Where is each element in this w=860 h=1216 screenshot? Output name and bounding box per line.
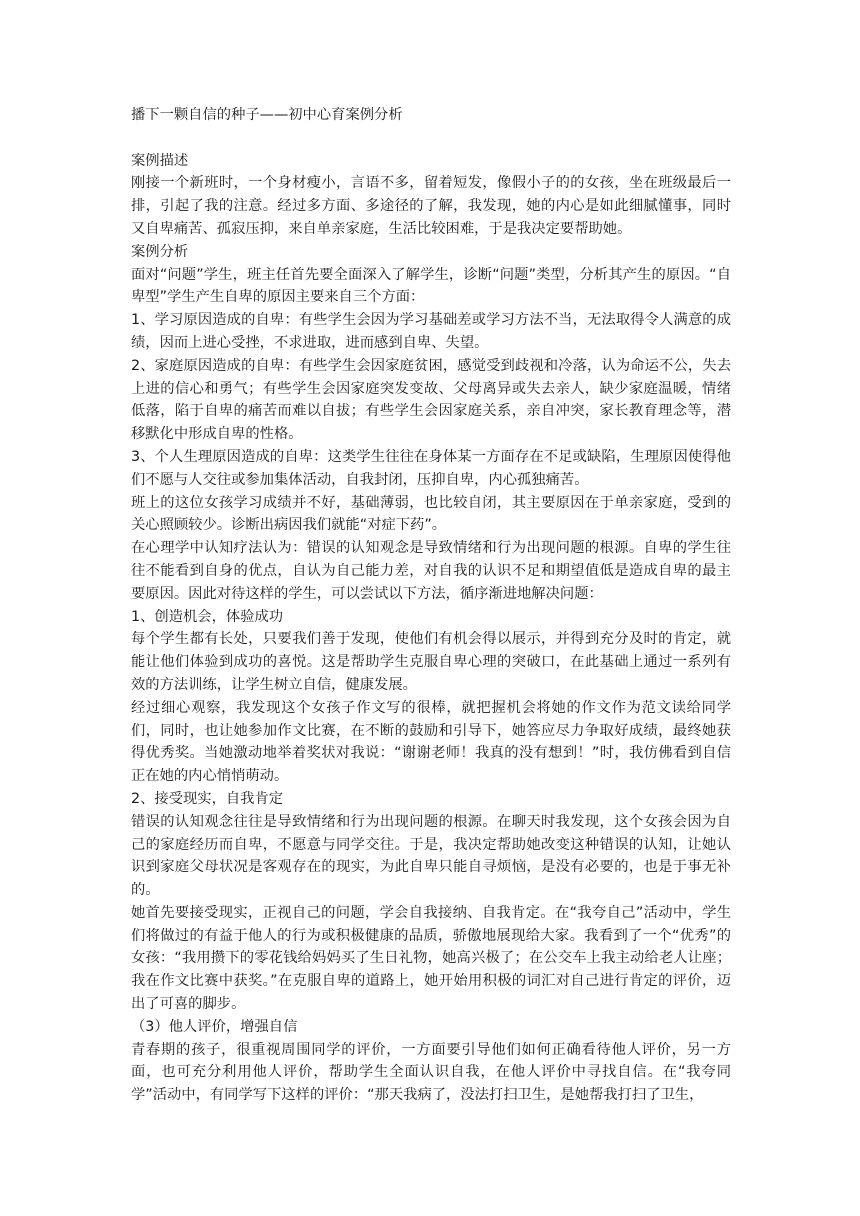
paragraph: 每个学生都有长处，只要我们善于发现，使他们有机会得以展示，并得到充分及时的肯定，就能让他们体验到成功的喜悦。这是帮助学生克服自卑心理的突破口，在此基础上通过一系列有效的方法训练，让学生树立自信，健康发展。	[131, 631, 731, 693]
subheading: 1、创造机会，体验成功	[131, 608, 284, 625]
paragraph: 刚接一个新班时，一个身材瘦小，言语不多，留着短发，像假小子的的女孩，坐在班级最后一排，引起了我的注意。经过多方面、多途径的了解，我发现，她的内心是如此细腻懂事，同时又自卑痛苦、孤寂压抑，来自单亲家庭，生活比较困难，于是我决定要帮助她。	[131, 175, 731, 237]
paragraph: 经过细心观察，我发现这个女孩子作文写的很棒，就把握机会将她的作文作为范文读给同学们，同时，也让她参加作文比赛，在不断的鼓励和引导下，她答应尽力争取好成绩，最终她获得优秀奖。当她激动地举着奖状对我说：“谢谢老师！我真的没有想到！”时，我仿佛看到自信正在她的内心悄悄萌动。	[131, 699, 731, 785]
document-title: 播下一颗自信的种子——初中心育案例分析	[131, 107, 403, 123]
paragraph: 错误的认知观念往往是导致情绪和行为出现问题的根源。在聊天时我发现，这个女孩会因为自己的家庭经历而自卑，不愿意与同学交往。于是，我决定帮助她改变这种错误的认知，让她认识到家庭父母状况是客观存在的现实，为此自卑只能自寻烦恼，是没有必要的，也是于事无补的。	[131, 813, 731, 899]
paragraph: 在心理学中认知疗法认为：错误的认知观念是导致情绪和行为出现问题的根源。自卑的学生往往不能看到自身的优点，自认为自己能力差，对自我的认识不足和期望值低是造成自卑的最主要原因。因此对待这样的学生，可以尝试以下方法，循序渐进地解决问题：	[131, 540, 731, 602]
list-item: 1、学习原因造成的自卑：有些学生会因为学习基础差或学习方法不当，无法取得令人满意的成绩，因而上进心受挫，不求进取，进而感到自卑、失望。	[131, 312, 731, 351]
list-item: 2、家庭原因造成的自卑：有些学生会因家庭贫困，感觉受到歧视和冷落，认为命运不公，失去上进的信心和勇气；有些学生会因家庭突发变故、父母离异或失去亲人，缺少家庭温暖，情绪低落，陷于自卑的痛苦而难以自拔；有些学生会因家庭关系，亲自冲突，家长教育理念等，潜移默化中形成自卑的性格。	[131, 357, 731, 443]
subheading: （3）他人评价，增强自信	[131, 1018, 298, 1035]
section-heading-case-description: 案例描述	[131, 152, 189, 169]
subheading: 2、接受现实，自我肯定	[131, 790, 284, 807]
paragraph: 班上的这位女孩学习成绩并不好，基础薄弱，也比较自闭，其主要原因在于单亲家庭，受到的关心照顾较少。诊断出病因我们就能“对症下药”。	[131, 494, 731, 534]
paragraph: 她首先要接受现实，正视自己的问题，学会自我接纳、自我肯定。在“我夸自己”活动中，学生们将做过的有益于他人的行为或积极健康的品质，骄傲地展现给大家。我看到了一个“优秀”的女孩：“我用攒下的零花钱给妈妈买了生日礼物，她高兴极了；在公交车上我主动给老人让座；我在作文比赛中获奖。”在克服自卑的道路上，她开始用积极的词汇对自己进行肯定的评价，迈出了可喜的脚步。	[131, 904, 731, 1013]
paragraph: 面对“问题”学生，班主任首先要全面深入了解学生，诊断“问题”类型，分析其产生的原因。“自卑型”学生产生自卑的原因主要来自三个方面：	[131, 266, 731, 306]
list-item: 3、个人生理原因造成的自卑：这类学生往往在身体某一方面存在不足或缺陷，生理原因使得他们不愿与人交往或参加集体活动，自我封闭，压抑自卑，内心孤独痛苦。	[131, 448, 731, 488]
paragraph: 青春期的孩子，很重视周围同学的评价，一方面要引导他们如何正确看待他人评价，另一方面，也可充分利用他人评价，帮助学生全面认识自我，在他人评价中寻找自信。在“我夸同学”活动中，有同学写下这样的评价：“那天我病了，没法打扫卫生，是她帮我打扫了卫生，	[131, 1041, 731, 1104]
section-heading-case-analysis: 案例分析	[131, 243, 189, 260]
document-body	[131, 104, 731, 1107]
